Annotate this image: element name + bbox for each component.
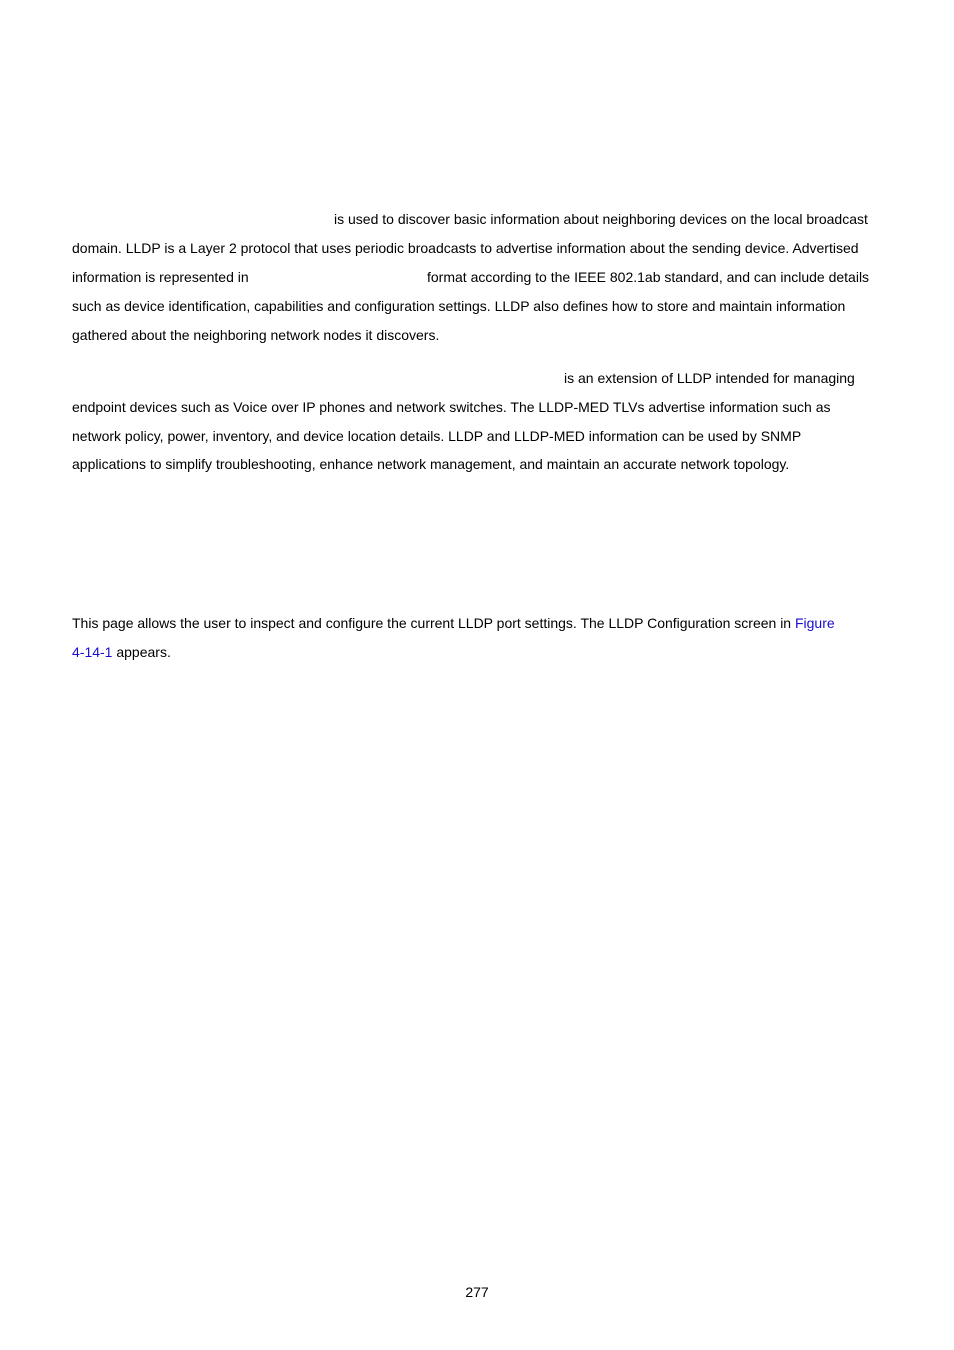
paragraph1-line3a: information is represented in	[72, 269, 249, 285]
paragraph1-line3b: format according to the IEEE 802.1ab standard, and can include details	[427, 269, 870, 285]
figure-link-part2[interactable]: 4-14-1	[72, 644, 113, 660]
paragraph2-line3: network policy, power, inventory, and device location details. LLDP and LLDP-MED information can be used by SNMP	[72, 428, 802, 444]
paragraph2-line1: is an extension of LLDP intended for managing	[564, 370, 855, 386]
figure-link-part1[interactable]: Figure	[794, 615, 835, 631]
paragraph3-line1-text: This page allows the user to inspect and configure the current LLDP port settings. The LLDP Configuration screen in	[72, 615, 792, 631]
paragraph1-line4: such as device identification, capabilities and configuration settings. LLDP also defines how to store and maintain information	[72, 298, 846, 314]
page-number: 277	[465, 1284, 489, 1300]
paragraph1-line2: domain. LLDP is a Layer 2 protocol that uses periodic broadcasts to advertise information about the sending device. Advertised	[72, 240, 859, 256]
paragraph2-line4: applications to simplify troubleshooting, enhance network management, and maintain an accurate network topology.	[72, 456, 790, 472]
paragraph3-line1	[72, 614, 835, 632]
paragraph1-line5: gathered about the neighboring network nodes it discovers.	[72, 327, 440, 343]
paragraph3-line2	[72, 643, 171, 661]
paragraph3-line2-text: appears.	[112, 644, 171, 660]
paragraph1-line1: is used to discover basic information about neighboring devices on the local broadcast	[334, 211, 868, 227]
paragraph2-line2: endpoint devices such as Voice over IP phones and network switches. The LLDP-MED TLVs advertise information such as	[72, 399, 831, 415]
